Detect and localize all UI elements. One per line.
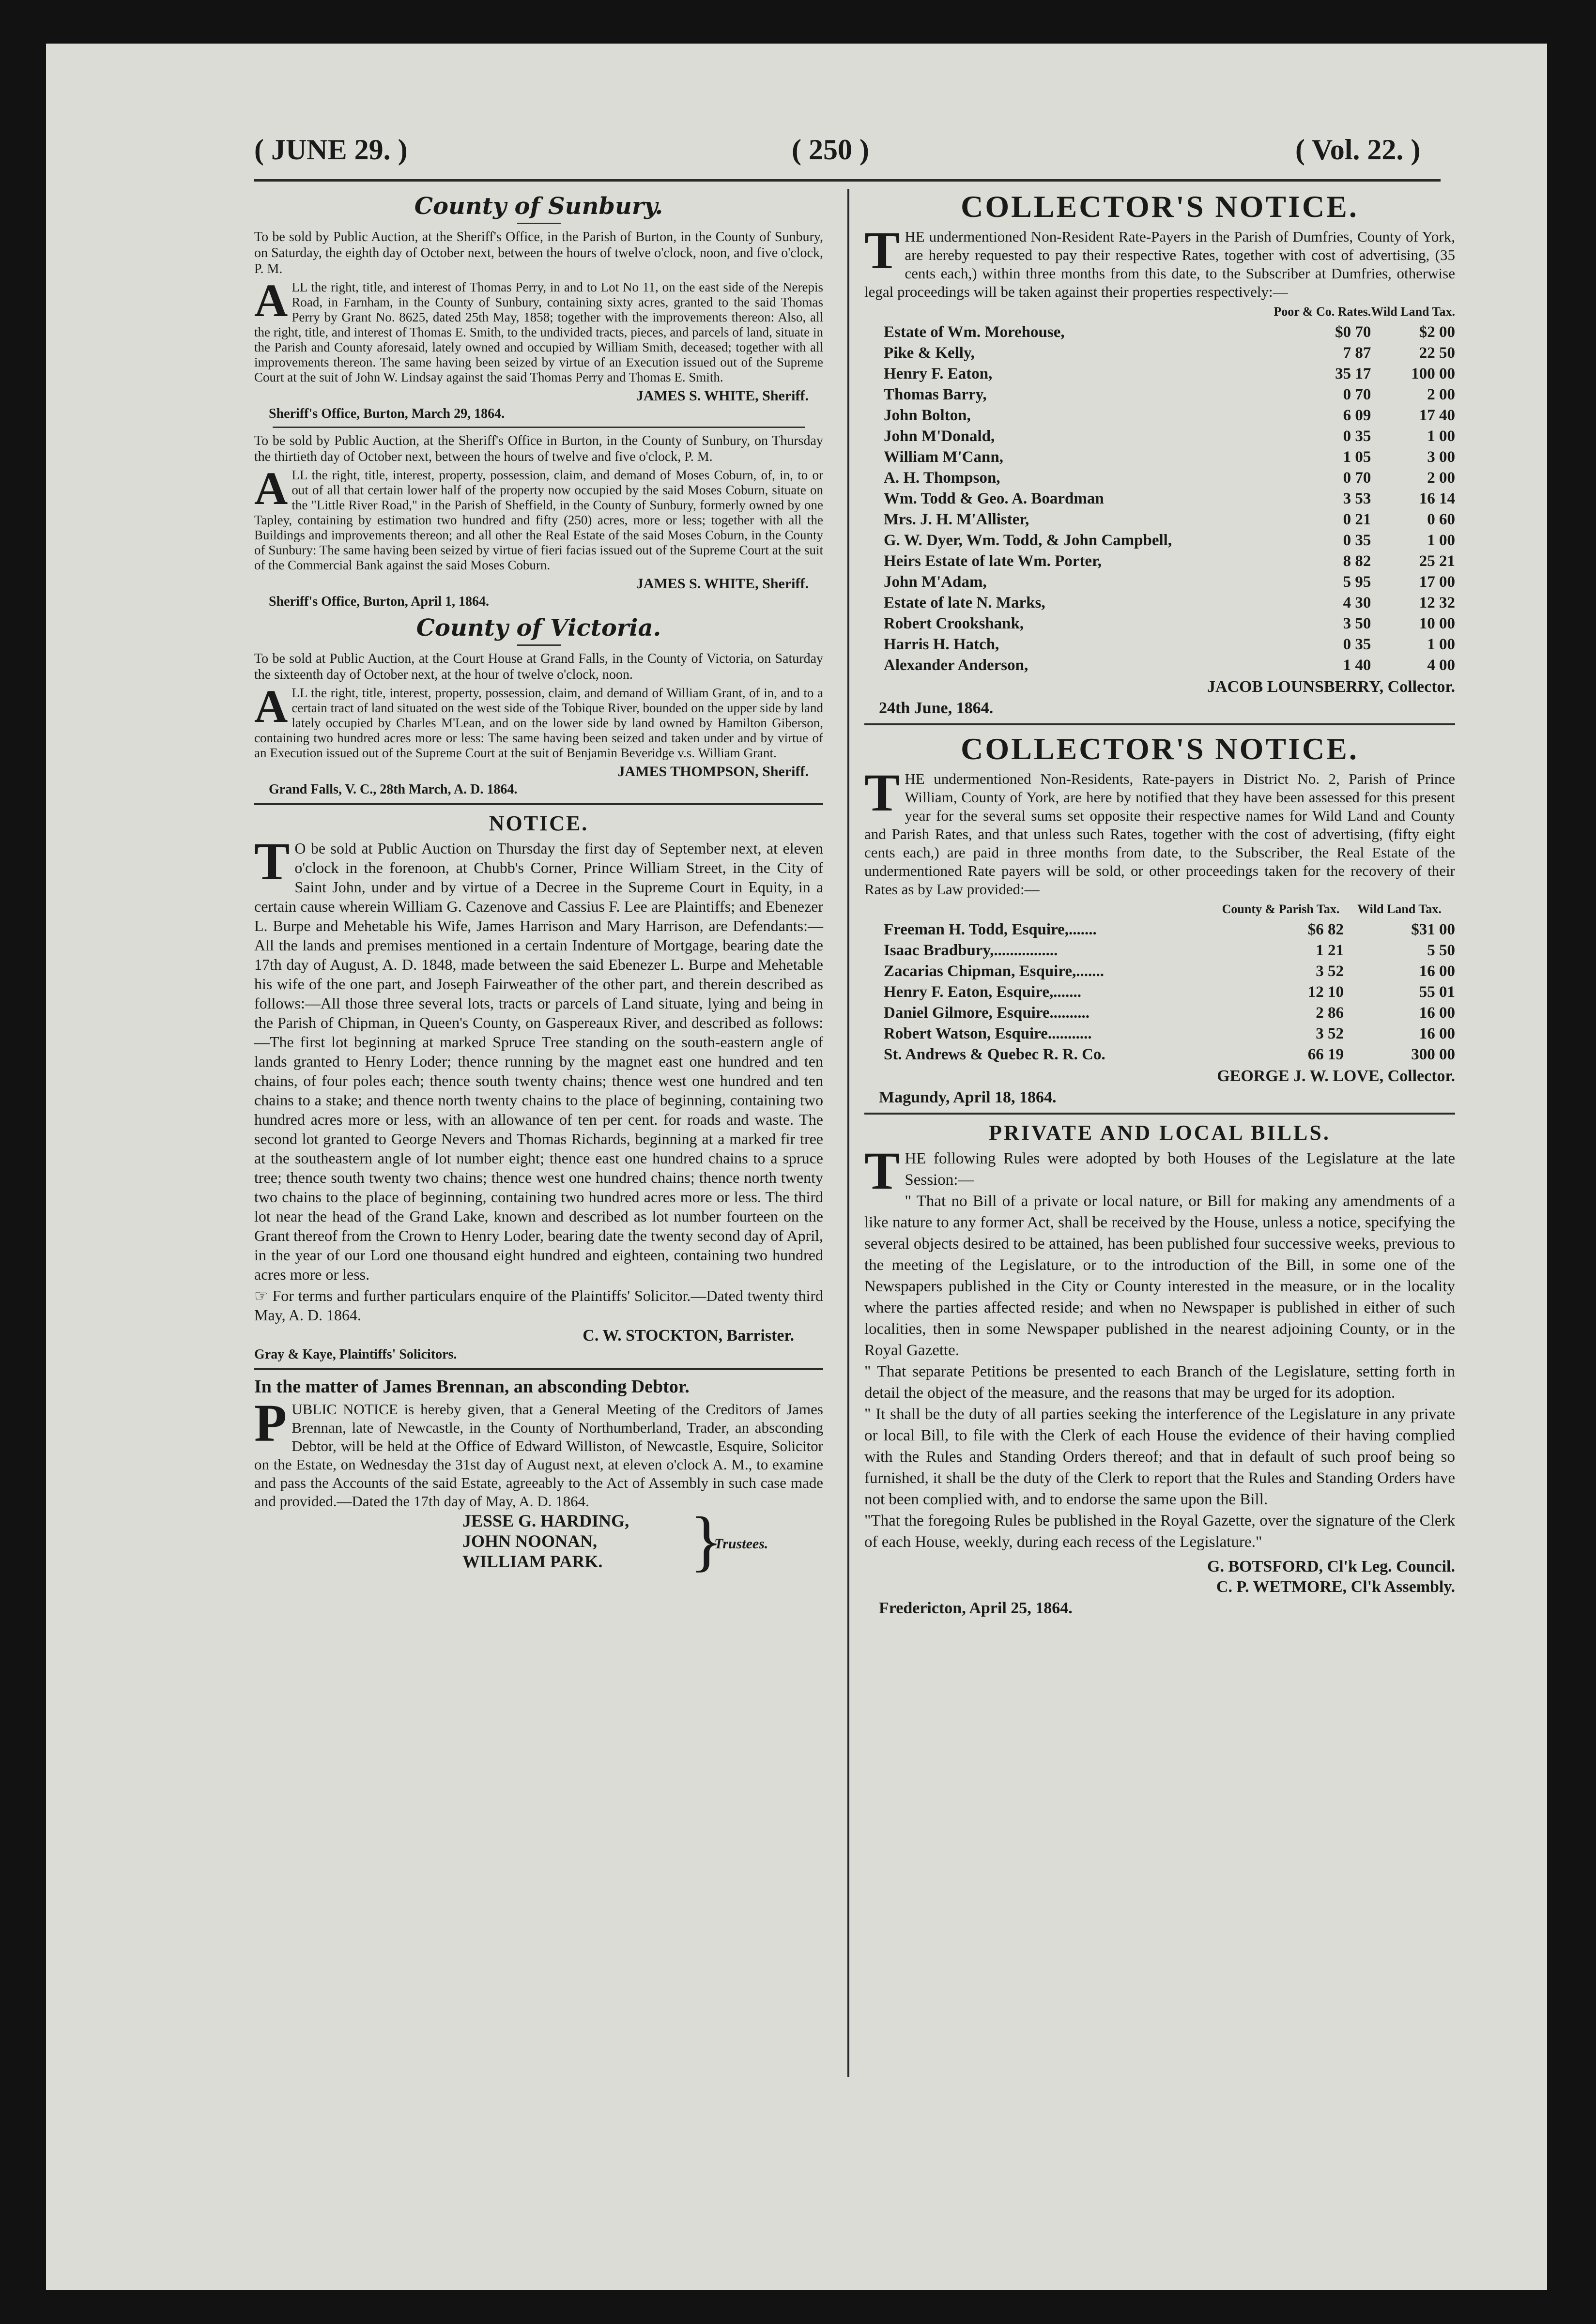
victoria-notice <box>254 680 823 761</box>
trustee-name: JOHN NOONAN, <box>462 1531 597 1551</box>
collector2-date: Magundy, April 18, 1864. <box>879 1088 1057 1106</box>
notice-notice <box>254 832 823 1284</box>
name-cell: Heirs Estate of late Wm. Porter, <box>884 552 1102 570</box>
section-rule <box>273 427 805 428</box>
tax-cell: 1 00 <box>1427 532 1455 549</box>
name-cell: Wm. Todd & Geo. A. Boardman <box>884 490 1104 507</box>
rate-cell: 8 82 <box>1343 552 1371 570</box>
collector1-signature: JACOB LOUNSBERRY, Collector. <box>1207 678 1455 696</box>
sunbury1-date: Sheriff's Office, Burton, March 29, 1864. <box>269 406 505 421</box>
notice-body: O be sold at Public Auction on Thursday the first day of September next, at eleven o'clock in the forenoon, at Chubb's Corner, Prince William Street, in the City of Saint John, under and by virtue of a Decree in the Supreme Court in Equity, in a certain cause wherein William G. Cazenove and Cassius F. Lee are Plaintiffs; and Ebenezer L. Burpe and Mehetable his Wife, James Harrison and Mary Harrison, are Defendants:—All the lands and premises mentioned in a certain Indenture of Mortgage, bearing date the 17th day of August, A. D. 1848, made between the said Ebenezer L. Burpe and Mehetable his wife of the one part, and Joseph Fairweather of the other part, and therein described as follows:—All those three several lots, tracts or parcels of Land situate, lying and being in the Parish of Chipman, in Queen's County, on Gaspereaux River, and described as follows:—The first lot beginning at marked Spruce Tree standing on the south-eastern angle of lands granted to Henry Loder; thence running by the magnet east one hundred and ten chains, of four poles each; thence south twenty chains; thence west one hundred and ten chains to a stake; and thence north twenty chains to the place of beginning, containing two hundred acres more or less, with an allowance of ten per cent. for roads and waste. The second lot granted to George Nevers and Thomas Richards, beginning at a marked fir tree at the southeastern angle of lot number eight; thence east one hundred chains to a spruce tree; thence south twenty two chains; thence west one hundred chains; thence north twenty two chains to the place of beginning, containing two hundred acres more or less. The third lot near the head of the Grand Lake, known and described as lot number fourteen on the Grant thereof from the Crown to Henry Loder, bearing date the twenty second day of April, in the year of our Lord one thousand eight hundred and eighteen, containing two hundred acres more or less. <box>254 840 823 1283</box>
tax-cell: 17 40 <box>1419 407 1455 424</box>
collector1-rows <box>864 322 1455 676</box>
notice-heading: NOTICE. <box>489 811 589 835</box>
brace-glyph: } <box>690 1503 723 1578</box>
tax-cell: 2 00 <box>1427 386 1455 403</box>
collector1-body: HE undermentioned Non-Resident Rate-Payers in the Parish of Dumfries, County of York, are hereby requested to pay their respective Rates, together with cost of advertising, (35 cents each,) within three months from this date, to the Subscriber at Dumfries, otherwise legal proceedings will be taken against their properties respectively:— <box>864 228 1455 300</box>
name-cell: Isaac Bradbury,................ <box>884 942 1058 959</box>
rate-cell: 7 87 <box>1343 344 1371 362</box>
table-row <box>864 1044 1455 1065</box>
victoria-signature: JAMES THOMPSON, Sheriff. <box>617 764 809 780</box>
rate-cell: 0 70 <box>1343 386 1371 403</box>
collector1-table <box>864 301 1455 676</box>
drop-cap: T <box>864 763 900 822</box>
rate-cell: 3 53 <box>1343 490 1371 507</box>
collector2-heading: COLLECTOR'S NOTICE. <box>961 732 1359 766</box>
name-cell: Henry F. Eaton, <box>884 365 993 382</box>
drop-cap: T <box>864 221 900 280</box>
header-date: ( JUNE 29. ) <box>254 134 408 166</box>
header-volume: ( Vol. 22. ) <box>1295 134 1421 166</box>
collector1-heading: COLLECTOR'S NOTICE. <box>961 189 1359 224</box>
victoria-body: LL the right, title, interest, property, possession, claim, and demand of William Grant, of in, and to a certain tract of land situated on the west side of the Tobique River, bounded on the upper side by land lately occupied by Charles M'Lean, and on the lower side by land owned by Hamilton Giberson, containing two hundred acres more or less: The same having been seized and taken under and by virtue of an Execution issued out of the Supreme Court at the suit of Benjamin Beveridge v.s. William Grant. <box>254 686 823 760</box>
tax-cell: 16 00 <box>1419 963 1455 980</box>
sunbury2-signature: JAMES S. WHITE, Sheriff. <box>636 576 809 592</box>
tax-cell: 100 00 <box>1411 365 1455 382</box>
table-row <box>864 468 1455 489</box>
tax-cell: 55 01 <box>1419 983 1455 1001</box>
bills-rule-2: " That separate Petitions be presented to each Branch of the Legislature, setting forth in detail the object of the measure, and the reasons that may be urged for its adoption. <box>864 1363 1455 1402</box>
table-row <box>864 982 1455 1003</box>
tax-cell: 300 00 <box>1411 1046 1455 1063</box>
collector2-signature: GEORGE J. W. LOVE, Collector. <box>1217 1067 1455 1085</box>
name-cell: Alexander Anderson, <box>884 657 1028 674</box>
collector2-notice <box>864 763 1455 899</box>
rate-cell: 66 19 <box>1307 1046 1344 1063</box>
name-cell: Robert Crookshank, <box>884 615 1024 632</box>
tax-cell: 16 00 <box>1419 1025 1455 1042</box>
drop-cap: T <box>864 1141 900 1200</box>
rate-cell: 0 35 <box>1343 636 1371 653</box>
sunbury1-lead: To be sold by Public Auction, at the Sheriff's Office, in the Parish of Burton, in the County of Sunbury, on Saturday, the eighth day of October next, between the hours of twelve o'clock, noon, and five o'clock, P. M. <box>254 229 823 276</box>
collector2-rows <box>864 919 1455 1065</box>
rate-cell: 1 40 <box>1343 657 1371 674</box>
table-row <box>864 919 1455 940</box>
table-row <box>864 384 1455 405</box>
collector1-notice <box>864 221 1455 301</box>
tax-cell: 25 21 <box>1419 552 1455 570</box>
rate-cell: 3 52 <box>1316 1025 1344 1042</box>
tax-cell: 2 00 <box>1427 469 1455 487</box>
trustee-name: WILLIAM PARK. <box>462 1552 603 1571</box>
short-rule <box>517 644 561 646</box>
drop-cap: T <box>254 832 290 891</box>
sunbury1-body: LL the right, title, and interest of Thomas Perry, in and to Lot No 11, on the east side of the Nerepis Road, in Farnham, in the County of Sunbury, containing sixty acres, granted to the said Thomas Perry by Grant No. 8625, dated 25th May, 1858; together with the improvements thereon: Also, all the right, title, and interest of Thomas E. Smith, to the undivided tracts, pieces, and parcels of land, situate in the Parish and County aforesaid, lately owned and occupied by William Smith, deceased; together with all improvements thereon. The same having been seized by virtue of an Execution issued out of the Supreme Court at the suit of John W. Lindsay against the said Thomas Perry and Thomas E. Smith. <box>254 280 823 384</box>
rate-cell: 4 30 <box>1343 594 1371 612</box>
rate-cell: 6 09 <box>1343 407 1371 424</box>
table-row <box>864 1024 1455 1044</box>
trustee-name: JESSE G. HARDING, <box>462 1511 629 1530</box>
tax-cell: $2 00 <box>1419 323 1455 341</box>
rate-cell: 1 21 <box>1316 942 1344 959</box>
tax-cell: 1 00 <box>1427 636 1455 653</box>
name-cell: John M'Adam, <box>884 573 987 591</box>
name-cell: Robert Watson, Esquire........... <box>884 1025 1092 1042</box>
name-cell: Daniel Gilmore, Esquire.......... <box>884 1004 1090 1022</box>
name-cell: Mrs. J. H. M'Allister, <box>884 511 1029 528</box>
table-row <box>864 489 1455 509</box>
column-divider <box>847 189 849 2077</box>
rate-cell: 35 17 <box>1335 365 1371 382</box>
sunbury1-notice <box>254 275 823 385</box>
rate-cell: 0 21 <box>1343 511 1371 528</box>
rate-cell: 0 35 <box>1343 428 1371 445</box>
table-row <box>864 447 1455 468</box>
tax-cell: 10 00 <box>1419 615 1455 632</box>
sunbury2-lead: To be sold by Public Auction, at the Sheriff's Office in Burton, in the County of Sunbury, on Thursday the thirtieth day of October next, between the hours of twelve and five o'clock, P. M. <box>254 433 823 464</box>
bills-rule-1: " That no Bill of a private or local nature, or Bill for making any amendments of a like nature to any former Act, shall be received by the House, unless a notice, specifying the several objects desired to be attained, has been published four successive weeks, previous to the meeting of the Legislature, or to the introduction of the Bill, in some one of the Newspapers published in the City or County interested in the measure, or in the locality where the parties affected reside; and when no Newspaper is published in either of such localities, then in some Newspaper published in the nearest adjoining County, or in the Royal Gazette. <box>864 1193 1455 1359</box>
rate-cell: 12 10 <box>1307 983 1344 1001</box>
tax-cell: $31 00 <box>1411 921 1455 938</box>
rate-cell: $0 70 <box>1335 323 1371 341</box>
drop-cap: P <box>254 1393 287 1452</box>
rate-cell: 0 35 <box>1343 532 1371 549</box>
bills-rule-3: " It shall be the duty of all parties seeking the interference of the Legislature in any private or local Bill, to file with the Clerk of each House the evidence of their having complied with the Rules and Standing Orders thereof; and that in default of such proof being so furnished, it shall be the duty of the Clerk to report that the Rules and Standing Orders have not been complied with, and to endorse the same upon the Bill. <box>864 1406 1455 1508</box>
brennan-body: UBLIC NOTICE is hereby given, that a General Meeting of the Creditors of James Brennan, late of Newcastle, in the County of Northumberland, Trader, an absconding Debtor, will be held at the Office of Edward Williston, of Newcastle, Esquire, Solicitor on the Estate, on Wednesday the 31st day of August next, at eleven o'clock A. M., to examine and pass the Accounts of the said Estate, agreeably to the Act of Assembly in such case made and provided.—Dated the 17th day of May, A. D. 1864. <box>254 1401 823 1510</box>
rate-cell: 2 86 <box>1316 1004 1344 1022</box>
table-row <box>864 343 1455 364</box>
sunbury2-notice <box>254 462 823 573</box>
collector2-table <box>864 899 1455 1065</box>
name-cell: William M'Cann, <box>884 448 1003 466</box>
rate-cell: $6 82 <box>1307 921 1344 938</box>
tax-cell: 16 00 <box>1419 1004 1455 1022</box>
name-cell: St. Andrews & Quebec R. R. Co. <box>884 1046 1105 1063</box>
victoria-heading: County of Victoria. <box>416 614 661 642</box>
name-cell: Zacarias Chipman, Esquire,....... <box>884 963 1105 980</box>
column-header-poor-rates: Poor & Co. Rates. <box>1274 305 1371 319</box>
table-row <box>864 364 1455 384</box>
brennan-heading: In the matter of James Brennan, an absconding Debtor. <box>254 1376 690 1397</box>
bills-date: Fredericton, April 25, 1864. <box>879 1599 1073 1617</box>
name-cell: John Bolton, <box>884 407 971 424</box>
short-rule <box>517 223 561 224</box>
tax-cell: 0 60 <box>1427 511 1455 528</box>
rate-cell: 1 05 <box>1343 448 1371 466</box>
section-rule <box>254 803 823 805</box>
bills-intro <box>864 1141 1455 1200</box>
sunbury-heading: County of Sunbury. <box>414 193 663 220</box>
sunbury2-date: Sheriff's Office, Burton, April 1, 1864. <box>269 594 489 609</box>
bills-intro-text: HE following Rules were adopted by both Houses of the Legislature at the late Session:— <box>905 1150 1455 1189</box>
tax-cell: 16 14 <box>1419 490 1455 507</box>
tax-cell: 17 00 <box>1419 573 1455 591</box>
newspaper-page <box>46 44 1547 2290</box>
sunbury2-body: LL the right, title, interest, property, possession, claim, and demand of Moses Coburn, of, in, to or out of all that certain lower half of the property now occupied by the said Moses Coburn, situate on the "Little River Road," in the Parish of Sheffield, in the County of Sunbury, formerly owned by one Tapley, containing by estimation two hundred and fifty (250) acres, more or less; together with all the Buildings and improvements thereon; and all other the Real Estate of the said Moses Coburn, in the County of Sunbury: The same having been seized by virtue of fieri facias issued out of the Supreme Court at the suit of the Commercial Bank against the said Moses Coburn. <box>254 468 823 572</box>
table-header-row <box>864 899 1455 919</box>
victoria-date: Grand Falls, V. C., 28th March, A. D. 1864. <box>269 782 518 797</box>
trustees-label: Trustees. <box>714 1536 768 1552</box>
table-row <box>864 655 1455 676</box>
tax-cell: 12 32 <box>1419 594 1455 612</box>
name-cell: Thomas Barry, <box>884 386 987 403</box>
section-rule <box>864 1113 1455 1115</box>
trustees-block <box>462 1503 823 1578</box>
table-row <box>864 509 1455 530</box>
notice-signature: C. W. STOCKTON, Barrister. <box>583 1327 794 1345</box>
column-header-wild-land: Wild Land Tax. <box>1371 305 1455 319</box>
name-cell: Pike & Kelly, <box>884 344 975 362</box>
rate-cell: 3 50 <box>1343 615 1371 632</box>
name-cell: Freeman H. Todd, Esquire,....... <box>884 921 1097 938</box>
tax-cell: 3 00 <box>1427 448 1455 466</box>
sunbury1-signature: JAMES S. WHITE, Sheriff. <box>636 388 809 404</box>
header-page-number: ( 250 ) <box>792 134 869 166</box>
tax-cell: 22 50 <box>1419 344 1455 362</box>
table-row <box>864 572 1455 593</box>
table-row <box>864 593 1455 613</box>
brennan-notice <box>254 1393 823 1511</box>
table-row <box>864 1003 1455 1024</box>
tax-cell: 1 00 <box>1427 428 1455 445</box>
name-cell: Estate of Wm. Morehouse, <box>884 323 1065 341</box>
page-sheet <box>46 44 1547 2290</box>
table-row <box>864 961 1455 982</box>
drop-cap: A <box>254 275 288 326</box>
drop-cap: A <box>254 680 288 732</box>
bills-heading: PRIVATE AND LOCAL BILLS. <box>989 1121 1331 1145</box>
victoria-lead: To be sold at Public Auction, at the Court House at Grand Falls, in the County of Victoria, on Saturday the sixteenth day of October next, at the hour of twelve o'clock, noon. <box>254 651 823 682</box>
collector1-date: 24th June, 1864. <box>879 699 994 717</box>
name-cell: Harris H. Hatch, <box>884 636 999 653</box>
column-header-county-tax: County & Parish Tax. <box>1222 902 1340 916</box>
table-row <box>864 322 1455 343</box>
table-row <box>864 530 1455 551</box>
table-row <box>864 405 1455 426</box>
rate-cell: 0 70 <box>1343 469 1371 487</box>
table-row <box>864 634 1455 655</box>
bills-signature-council: G. BOTSFORD, Cl'k Leg. Council. <box>1207 1558 1455 1575</box>
notice-solicitors: Gray & Kaye, Plaintiffs' Solicitors. <box>254 1347 457 1362</box>
column-header-wild-land: Wild Land Tax. <box>1357 902 1442 916</box>
tax-cell: 4 00 <box>1427 657 1455 674</box>
left-column <box>254 189 823 1578</box>
table-row <box>864 940 1455 961</box>
rate-cell: 3 52 <box>1316 963 1344 980</box>
drop-cap: A <box>254 462 288 514</box>
name-cell: A. H. Thompson, <box>884 469 1000 487</box>
name-cell: John M'Donald, <box>884 428 995 445</box>
header-rule <box>254 179 1441 182</box>
right-column <box>864 189 1455 1622</box>
section-rule <box>864 723 1455 725</box>
bills-rule-4: "That the foregoing Rules be published in the Royal Gazette, over the signature of the Clerk of each House, weekly, during each recess of the Legislature." <box>864 1512 1455 1551</box>
section-rule <box>254 1368 823 1370</box>
table-row <box>864 426 1455 447</box>
name-cell: G. W. Dyer, Wm. Todd, & John Campbell, <box>884 532 1172 549</box>
tax-cell: 5 50 <box>1427 942 1455 959</box>
table-header-row <box>864 301 1455 322</box>
bills-signature-assembly: C. P. WETMORE, Cl'k Assembly. <box>1216 1578 1455 1596</box>
table-row <box>864 613 1455 634</box>
table-row <box>864 551 1455 572</box>
name-cell: Estate of late N. Marks, <box>884 594 1045 612</box>
collector2-body: HE undermentioned Non-Residents, Rate-payers in District No. 2, Parish of Prince William, County of York, are here by notified that they have been assessed for this present year for the several sums set opposite their respective names for Wild Land and County and Parish Rates, and that unless such Rates, together with the cost of advertising, (fifty eight cents each,) are paid in three months from date, to the Subscriber, the Real Estate of the undermentioned Rate payers will be sold, or other proceedings taken for the recovery of their Rates as by Law provided:— <box>864 770 1455 898</box>
rate-cell: 5 95 <box>1343 573 1371 591</box>
name-cell: Henry F. Eaton, Esquire,....... <box>884 983 1081 1001</box>
notice-terms: ☞ For terms and further particulars enquire of the Plaintiffs' Solicitor.—Dated twenty third May, A. D. 1864. <box>254 1287 823 1324</box>
